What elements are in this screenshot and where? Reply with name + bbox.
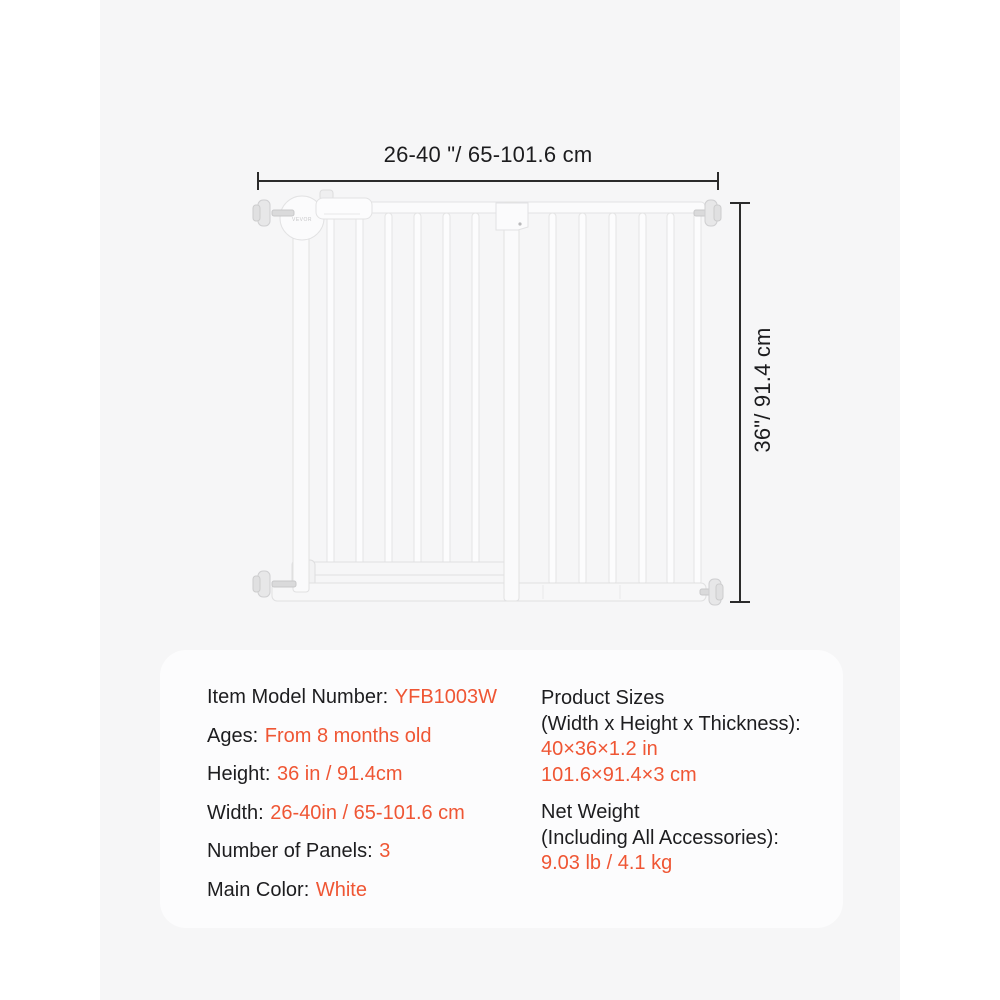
spec-value-line: 9.03 lb / 4.1 kg <box>541 852 673 874</box>
spec-list-left <box>207 678 497 909</box>
spec-row-ages <box>207 717 497 756</box>
gate-left-post <box>293 212 309 592</box>
height-dimension-line <box>730 203 750 602</box>
spec-label: Number of Panels: <box>207 840 373 862</box>
spec-heading-line: (Width x Height x Thickness): <box>541 712 801 735</box>
spec-value: 3 <box>379 840 391 862</box>
spec-panel <box>160 650 843 928</box>
spec-heading-line: Product Sizes <box>541 687 665 709</box>
spec-value: White <box>315 878 367 901</box>
spec-row-panels <box>207 832 497 871</box>
spec-group-product-sizes <box>541 686 801 788</box>
gate-door-bars <box>327 213 479 565</box>
spec-heading-line: Net Weight <box>541 801 640 823</box>
spec-value: 36 in / 91.4cm <box>276 763 403 785</box>
spec-group-net-weight <box>541 800 801 877</box>
spec-value: 26-40in / 65-101.6 cm <box>270 801 465 824</box>
gate-extension-bars <box>549 213 701 585</box>
spec-list-right <box>541 686 801 877</box>
gate-bottom-rail <box>272 583 706 601</box>
height-dimension-label: 36"/ 91.4 cm <box>750 327 775 453</box>
spec-heading-line: (Including All Accessories): <box>541 826 779 849</box>
spec-row-height <box>207 755 497 794</box>
spec-label: Main Color: <box>207 878 310 901</box>
spec-value: From 8 months old <box>264 724 432 747</box>
pressure-knob-bottom-right <box>700 579 723 605</box>
spec-row-color <box>207 871 497 910</box>
gate-handle <box>316 198 372 219</box>
spec-value-line: 40×36×1.2 in <box>541 738 658 760</box>
gate-middle-post <box>504 202 519 601</box>
spec-label: Height: <box>207 763 271 785</box>
gate-bracket-screw <box>518 222 521 225</box>
gate-door-bottom-rail <box>299 562 511 575</box>
width-dimension-line <box>258 172 718 190</box>
spec-row-width <box>207 794 497 833</box>
spec-value: YFB1003W <box>394 686 498 708</box>
gate-middle-bracket <box>496 203 528 230</box>
spec-value-line: 101.6×91.4×3 cm <box>541 763 697 786</box>
brand-mark: VEVOR <box>291 217 313 223</box>
spec-label: Width: <box>207 801 264 824</box>
width-dimension-label: 26-40 "/ 65-101.6 cm <box>383 142 593 167</box>
spec-label: Ages: <box>207 724 259 747</box>
spec-label: Item Model Number: <box>207 686 389 708</box>
spec-row-model <box>207 678 497 717</box>
